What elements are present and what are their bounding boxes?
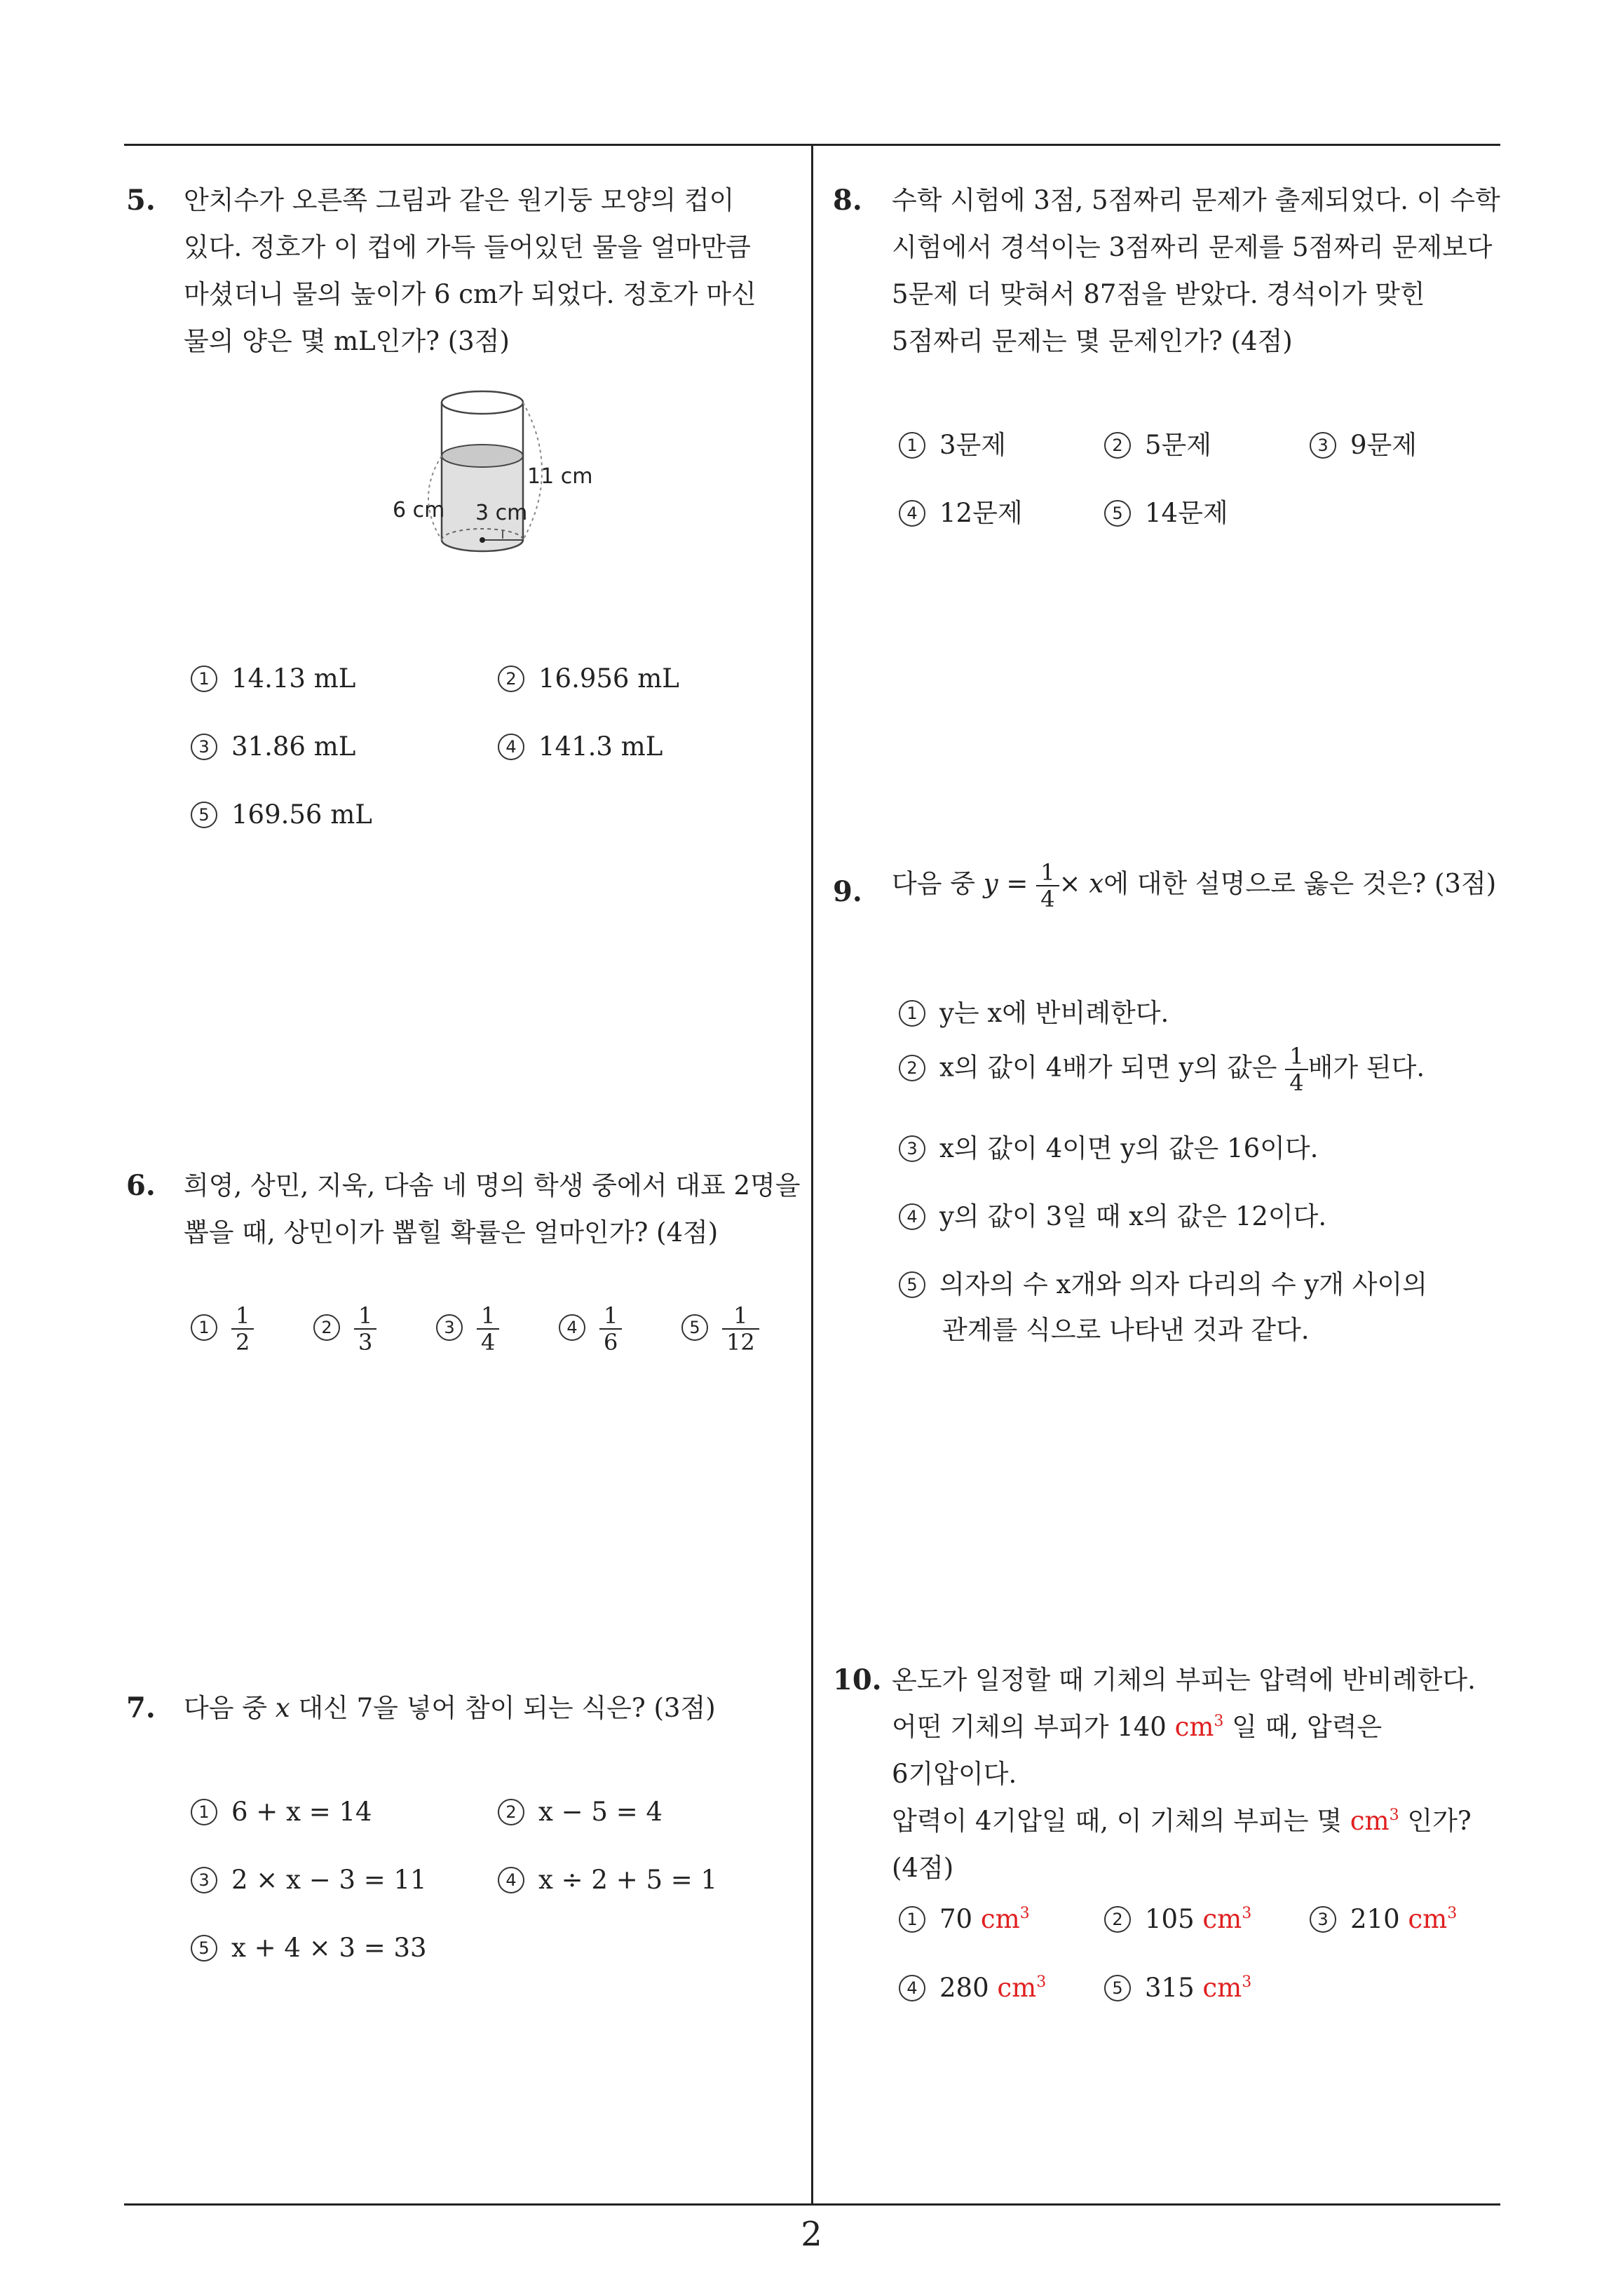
q7-option-3[interactable] — [191, 1865, 427, 1895]
q8-option-1[interactable] — [899, 424, 1006, 461]
circled-number-icon: 1 — [899, 432, 925, 459]
q5-option-4[interactable] — [498, 731, 663, 762]
q8-option-3[interactable] — [1310, 424, 1417, 461]
numerator: 1 — [477, 1303, 499, 1330]
q10-option-5[interactable]: 5 315 $cm^3$ — [1104, 1973, 1251, 2003]
option-text: y는 x에 반비례한다. — [939, 998, 1169, 1028]
q10-option-3[interactable]: 3 210 $cm^3$ — [1310, 1904, 1457, 1934]
q7-option-4[interactable] — [498, 1865, 717, 1895]
column-divider — [811, 144, 813, 2204]
q8-text: 수학 시험에 3점, 5점짜리 문제가 출제되었다. 이 수학 시험에서 경석이는 3점짜리 문제를 5점짜리 문제보다 5문제 더 맞혀서 87점을 받았다. 경석이가 맞힌 5점짜리 문제는 몇 문제인가? (4점) — [892, 185, 1500, 356]
denominator: 12 — [726, 1329, 755, 1356]
q7-number: 7. — [126, 1691, 156, 1724]
q9-option-2[interactable] — [899, 1044, 1425, 1095]
q9-option-4[interactable] — [899, 1195, 1326, 1233]
option-text: 141.3 mL — [538, 731, 663, 762]
option-text: 31.86 mL — [231, 731, 356, 762]
fraction — [477, 1303, 499, 1355]
circled-number-icon: 3 — [1310, 432, 1336, 459]
q5-option-2[interactable] — [498, 663, 679, 694]
circled-number-icon: 1 — [899, 1906, 925, 1933]
option-text: 2 × x − 3 = 11 — [231, 1865, 427, 1895]
q10-option-4[interactable]: 4 280 $cm^3$ — [899, 1973, 1046, 2003]
height-label: 11 cm — [527, 464, 593, 489]
option-text: x ÷ 2 + 5 = 1 — [538, 1865, 718, 1895]
circled-number-icon: 3 — [191, 734, 217, 760]
fraction — [599, 1303, 622, 1355]
circled-number-icon: 4 — [498, 1867, 524, 1893]
q7-text: 다음 중 x 대신 7을 넣어 참이 되는 식은? (3점) — [184, 1693, 716, 1723]
q9-text: 다음 중 y = $\frac{1}{4}$ × x에 대한 설명으로 옳은 것은? (3점) — [892, 859, 1497, 912]
q6-text: 희영, 상민, 지욱, 다솜 네 명의 학생 중에서 대표 2명을 뽑을 때, 상민이가 뽑힐 확률은 얼마인가? (4점) — [184, 1170, 801, 1248]
option-text: x의 값이 4이면 y의 값은 16이다. — [939, 1133, 1319, 1163]
q9-number: 9. — [833, 875, 862, 908]
circled-number-icon: 4 — [899, 500, 925, 527]
circled-number-icon: 2 — [1104, 1906, 1131, 1933]
circled-number-icon: 4 — [559, 1314, 585, 1341]
q10-option-1[interactable]: 1 70 $cm^3$ — [899, 1904, 1030, 1934]
circled-number-icon: 2 — [313, 1314, 340, 1341]
circled-number-icon: 1 — [191, 1314, 217, 1341]
fraction: $\frac{1}{4}$ — [1285, 1044, 1308, 1095]
numerator: 1 — [354, 1303, 376, 1330]
q5-number: 5. — [126, 184, 156, 217]
q9-option-5[interactable] — [899, 1263, 1427, 1301]
option-text: 배가 된다. — [1308, 1052, 1425, 1083]
q10-text: 온도가 일정할 때 기체의 부피는 압력에 반비례한다. 어떤 기체의 부피가 140 $cm^3$ 일 때, 압력은 6기압이다. 압력이 4기압일 때, 이 기체의 부피는 몇 $cm^3$ 인가? (4점) — [892, 1665, 1476, 1883]
q10-number: 10. — [833, 1663, 882, 1696]
fraction — [722, 1303, 759, 1355]
water-height-label: 6 cm — [393, 498, 445, 522]
q5-text: 안치수가 오른쪽 그림과 같은 원기둥 모양의 컵이 있다. 정호가 이 컵에 가득 들어있던 물을 얼마만큼 마셨더니 물의 높이가 6 cm가 되었다. 정호가 마신 물의 양은 몇 mL인가? (3점) — [184, 185, 756, 356]
q6-option-5[interactable] — [681, 1303, 759, 1355]
fraction — [231, 1303, 254, 1355]
option-text: x의 값이 4배가 되면 y의 값은 — [939, 1052, 1286, 1083]
radius-label: 3 cm — [475, 501, 528, 525]
circled-number-icon: 5 — [1104, 500, 1131, 527]
circled-number-icon: 4 — [899, 1975, 925, 2001]
q5-option-3[interactable] — [191, 731, 355, 762]
q6-option-4[interactable] — [559, 1303, 622, 1355]
option-text: 6 + x = 14 — [231, 1797, 372, 1827]
circled-number-icon: 5 — [681, 1314, 708, 1341]
q6-option-1[interactable] — [191, 1303, 254, 1355]
circled-number-icon: 3 — [436, 1314, 463, 1341]
denominator: 3 — [358, 1329, 373, 1356]
circled-number-icon: 5 — [191, 1935, 217, 1961]
q9-option-5-line2: 관계를 식으로 나타낸 것과 같다. — [942, 1315, 1310, 1345]
circled-number-icon: 5 — [899, 1271, 925, 1298]
option-text: 의자의 수 x개와 의자 다리의 수 y개 사이의 — [939, 1269, 1427, 1299]
numerator: 1 — [722, 1303, 759, 1330]
circled-number-icon: 3 — [191, 1867, 217, 1893]
q9-option-1[interactable] — [899, 992, 1169, 1029]
option-text: 9문제 — [1350, 430, 1418, 460]
option-text: 3문제 — [939, 430, 1007, 460]
q10-option-2[interactable]: 2 105 $cm^3$ — [1104, 1904, 1251, 1934]
option-text: y의 값이 3일 때 x의 값은 12이다. — [939, 1201, 1327, 1231]
q6-option-3[interactable] — [436, 1303, 499, 1355]
circled-number-icon: 2 — [498, 666, 524, 692]
page-number: 2 — [801, 2215, 822, 2254]
q6-option-2[interactable] — [313, 1303, 376, 1355]
q8-option-5[interactable] — [1104, 492, 1228, 529]
denominator: 6 — [604, 1329, 618, 1356]
option-text: 169.56 mL — [231, 799, 372, 830]
denominator: 2 — [236, 1329, 250, 1356]
numerator: 1 — [599, 1303, 622, 1330]
circled-number-icon: 5 — [1104, 1975, 1131, 2001]
circled-number-icon: 1 — [899, 1000, 925, 1027]
q8-option-4[interactable] — [899, 492, 1023, 529]
option-text: 12문제 — [939, 498, 1023, 528]
q5-option-1[interactable] — [191, 663, 355, 694]
fraction — [354, 1303, 376, 1355]
circled-number-icon: 5 — [191, 802, 217, 828]
q6-number: 6. — [126, 1169, 156, 1202]
denominator: 4 — [481, 1329, 496, 1356]
q7-option-5[interactable] — [191, 1933, 427, 1963]
circled-number-icon: 2 — [899, 1055, 925, 1081]
option-text: x + 4 × 3 = 33 — [231, 1933, 427, 1963]
circled-number-icon: 2 — [498, 1799, 524, 1825]
option-text: 5문제 — [1145, 430, 1212, 460]
option-text: 16.956 mL — [538, 663, 679, 694]
q7-option-2[interactable] — [498, 1797, 663, 1827]
circled-number-icon: 1 — [191, 666, 217, 692]
q5-option-5[interactable] — [191, 799, 372, 830]
circled-number-icon: 2 — [1104, 432, 1131, 459]
q7-option-1[interactable] — [191, 1797, 372, 1827]
option-text: x − 5 = 4 — [538, 1797, 663, 1827]
option-text: 14.13 mL — [231, 663, 356, 694]
fraction: $\frac{1}{4}$ — [1036, 860, 1059, 912]
q8-number: 8. — [833, 184, 862, 217]
circled-number-icon: 3 — [1310, 1906, 1336, 1933]
circled-number-icon: 4 — [498, 734, 524, 760]
circled-number-icon: 1 — [191, 1799, 217, 1825]
circled-number-icon: 3 — [899, 1135, 925, 1162]
numerator: 1 — [231, 1303, 254, 1330]
q8-option-2[interactable] — [1104, 424, 1211, 461]
option-text: 14문제 — [1145, 498, 1228, 528]
circled-number-icon: 4 — [899, 1203, 925, 1230]
q9-option-3[interactable] — [899, 1127, 1318, 1165]
